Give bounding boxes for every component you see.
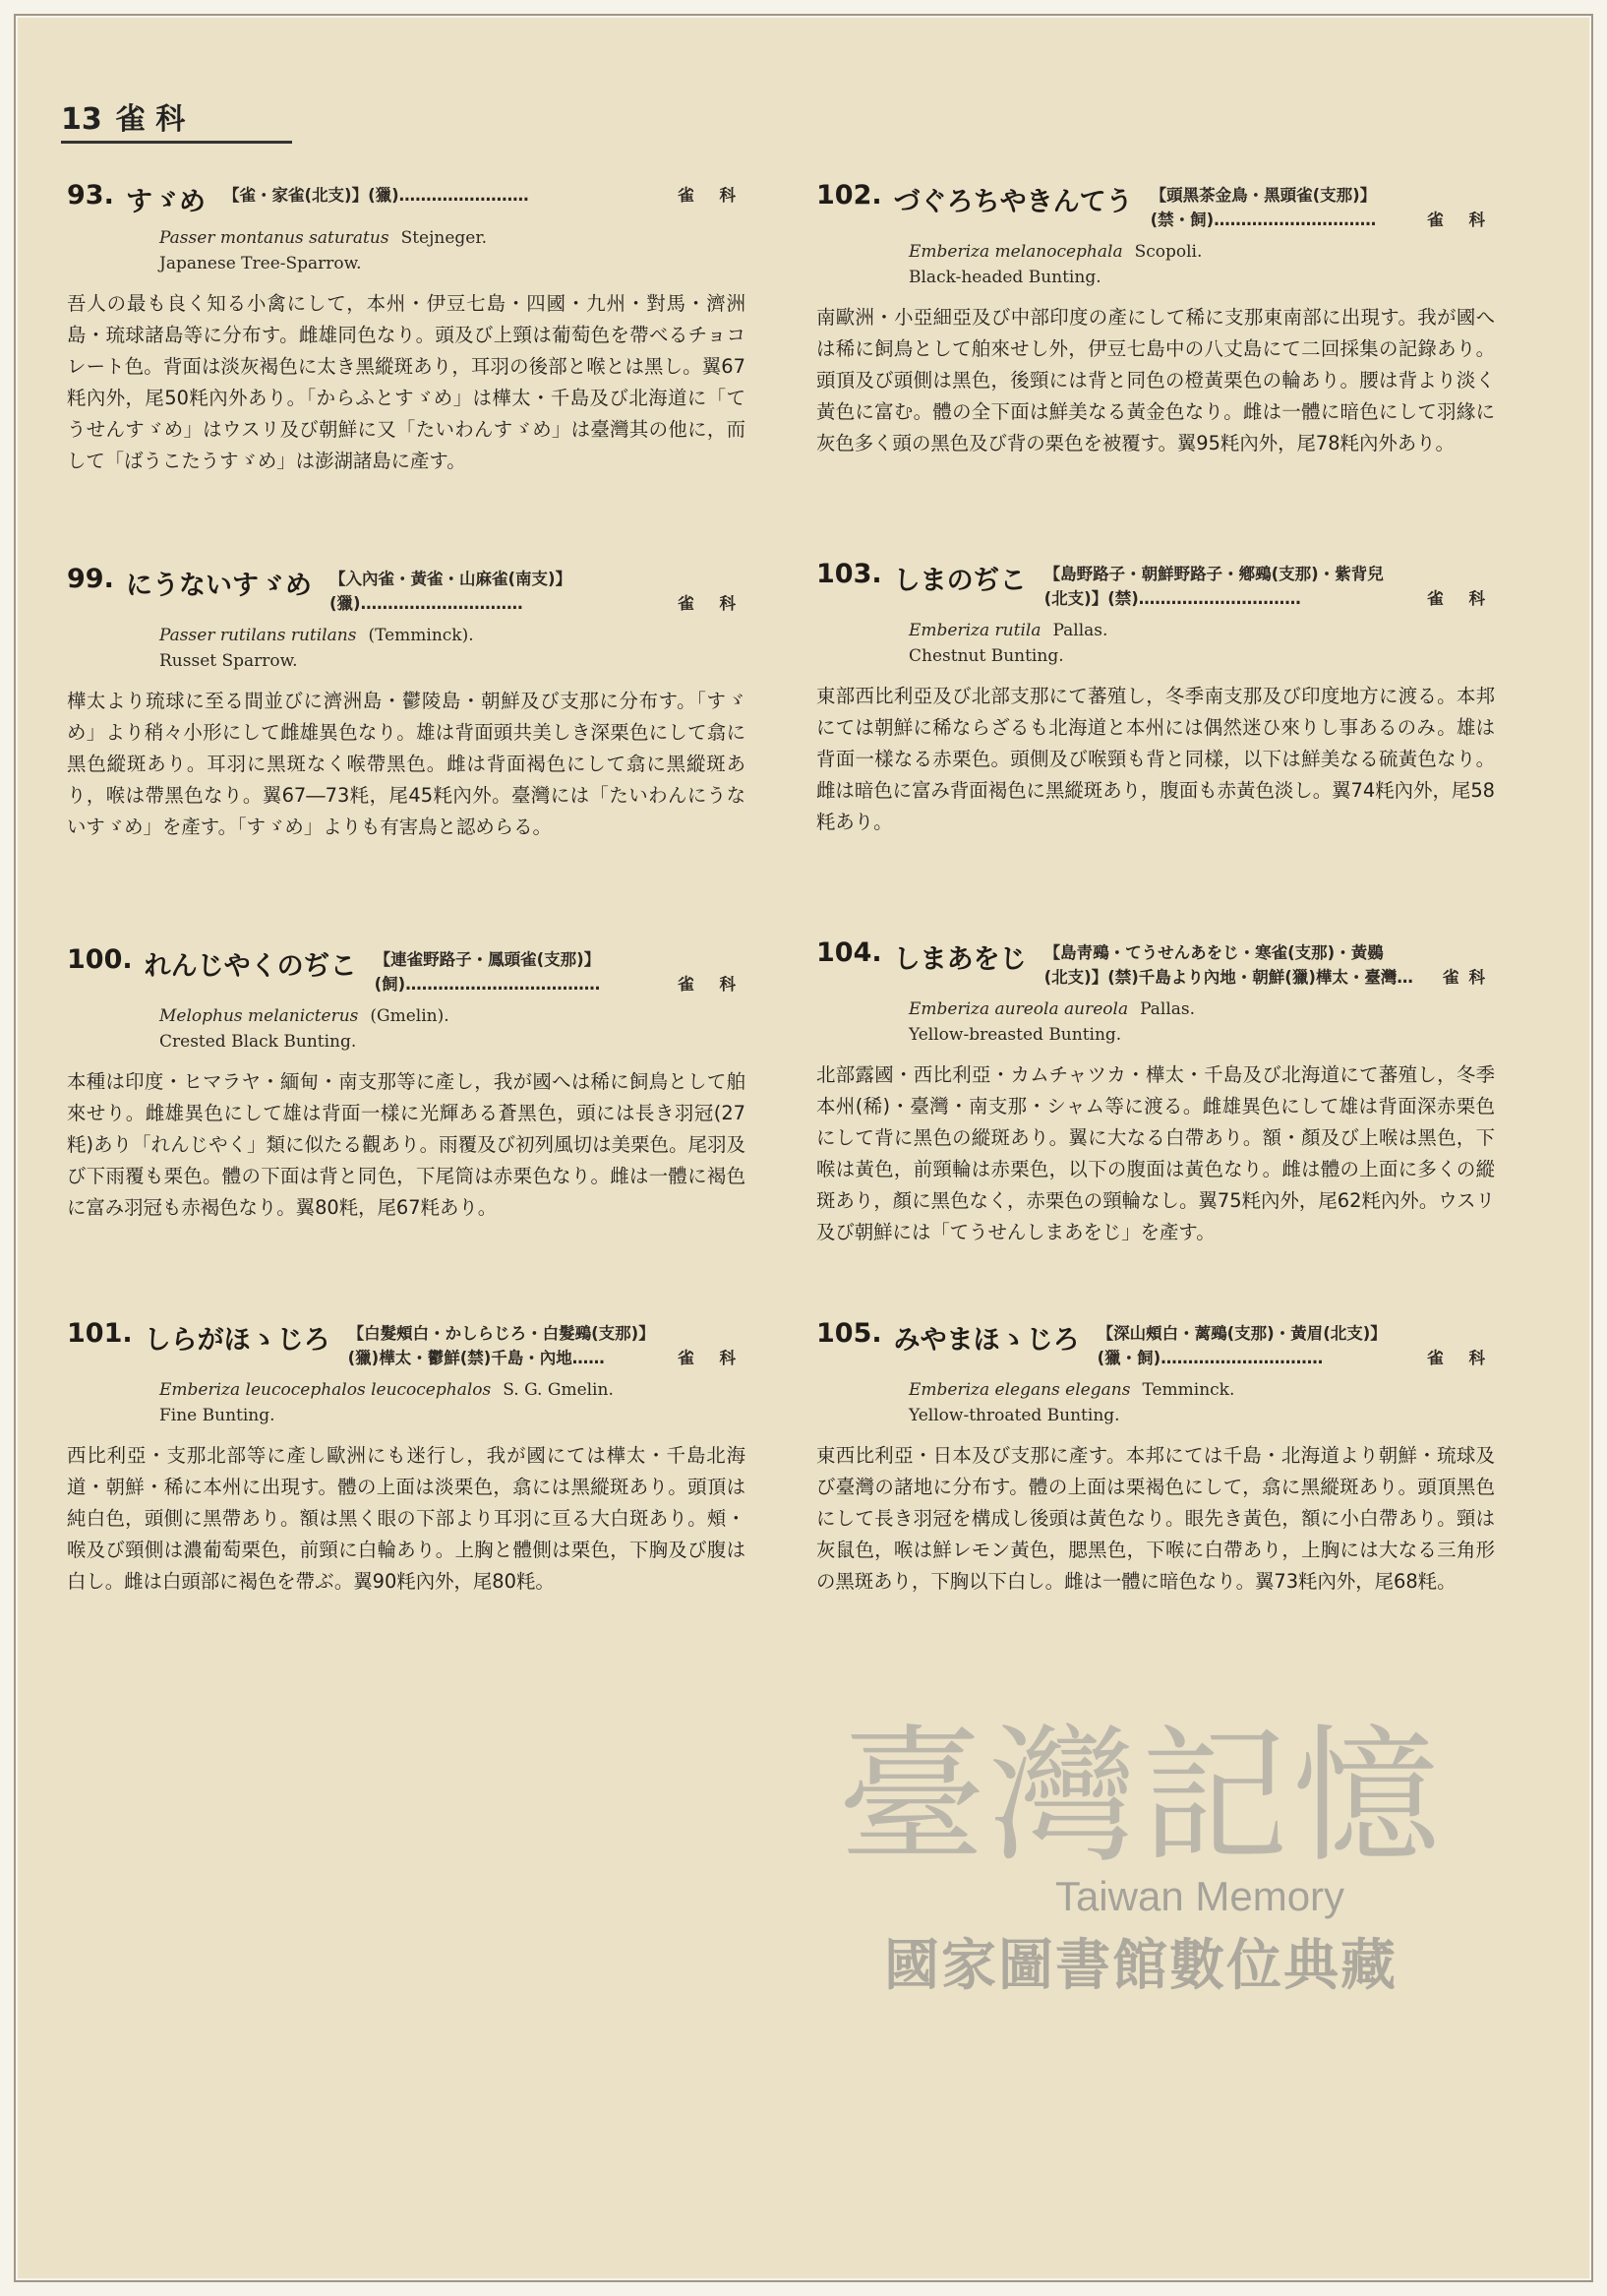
alt-names-line2: (北支)】(禁)千島より內地・朝鮮(獵)樺太・臺灣… xyxy=(1043,968,1413,987)
entry-japanese-name: しらがほゝじろ xyxy=(144,1325,330,1356)
section-title: 雀 科 xyxy=(115,102,186,137)
latin-binomial: Emberiza aureola aureola xyxy=(909,999,1129,1019)
alt-names-line1: 【深山頰白・蓠鵐(支那)・黃眉(北支)】 xyxy=(1097,1324,1387,1343)
entry-description: 吾人の最も良く知る小禽にして，本州・伊豆七島・四國・九州・對馬・濟洲島・琉球諸島等に分布す。雌雄同色なり。頭及び上頸は葡萄色を帶べるチョコレート色。背面は淡灰褐色に太き黑縱斑あり，耳羽の後部と喉とは黑し。翼67粍內外，尾50粍內外あり。「からふとすゞめ」は樺太・千島及び北海道に「てうせんすゞめ」はウスリ及び朝鮮に又「たいわんすゞめ」は臺灣其の他に，而して「ばうこたうすゞめ」は澎湖諸島に產す。 xyxy=(67,292,745,472)
entry-description: 西比利亞・支那北部等に產し歐洲にも迷行し，我が國にては樺太・千島北海道・朝鮮・稀に本州に出現す。體の上面は淡栗色，翕には黑縱斑あり。頭頂は純白色，頭側に黑帶あり。額は黑く眼の下部より耳羽に亘る大白斑あり。頰・喉及び頸側は濃葡萄栗色，前頸に白輪あり。上胸と體側は栗色，下胸及び腹は白し。雌は白頭部に褐色を帶ぶ。翼90粍內外，尾80粍。 xyxy=(67,1444,745,1593)
species-entry-93 xyxy=(67,180,745,477)
latin-name xyxy=(159,225,745,251)
latin-name xyxy=(909,239,1495,265)
page-header xyxy=(61,94,292,144)
entry-japanese-name: すゞめ xyxy=(126,187,206,217)
latin-name xyxy=(159,623,745,648)
species-entry-103 xyxy=(816,559,1495,838)
latin-binomial: Emberiza melanocephala xyxy=(909,242,1123,262)
entry-title-row xyxy=(67,180,745,218)
entry-title-row xyxy=(816,1318,1495,1370)
entry-alt-names xyxy=(1044,937,1495,990)
entry-number: 102. xyxy=(816,180,882,211)
latin-name xyxy=(909,997,1495,1022)
alt-names-line2: (獵・飼)………………………… xyxy=(1097,1349,1324,1367)
latin-author: S. G. Gmelin. xyxy=(503,1380,614,1400)
alt-names-line1: 【頭黑茶金鳥・黑頭雀(支那)】 xyxy=(1150,186,1377,205)
entry-description: 本種は印度・ヒマラヤ・緬甸・南支那等に產し，我が國へは稀に飼鳥として舶來せり。雌雄異色にして雄は背面一樣に光輝ある蒼黑色，頭には長き羽冠(27粍)あり「れんじやく」類に似たる觀あり。雨覆及び初列風切は美栗色。尾羽及び下雨覆も栗色。體の下面は背と同色，下尾筒は赤栗色なり。雌は一體に褐色に富み羽冠も赤褐色なり。翼80粍，尾67粍あり。 xyxy=(67,1070,745,1219)
entry-number: 100. xyxy=(67,944,133,975)
english-name: Russet Sparrow. xyxy=(159,651,298,671)
family-label: 雀科 xyxy=(1443,968,1495,987)
entry-alt-names xyxy=(329,564,745,616)
family-label: 雀 科 xyxy=(1427,1349,1495,1367)
alt-names-line1: 【島靑鵐・てうせんあをじ・寒雀(支那)・黃鷃 xyxy=(1043,943,1384,962)
latin-name xyxy=(159,1377,745,1403)
english-name: Japanese Tree-Sparrow. xyxy=(159,254,362,273)
page-number: 13 xyxy=(61,102,102,137)
latin-name xyxy=(909,618,1495,643)
alt-names-line1: 【連雀野路子・鳳頭雀(支那)】 xyxy=(374,950,601,969)
latin-binomial: Emberiza leucocephalos leucocephalos xyxy=(159,1380,492,1400)
alt-names-line1: 【雀・家雀(北支)】(獵)…………………… xyxy=(223,186,529,205)
latin-author: Pallas. xyxy=(1140,999,1196,1019)
entry-alt-names xyxy=(348,1318,745,1370)
latin-name xyxy=(909,1377,1495,1403)
alt-names-line2: (飼)……………………………… xyxy=(374,975,601,994)
species-entry-104 xyxy=(816,937,1495,1248)
entry-description: 北部露國・西比利亞・カムチャツカ・樺太・千島及び北海道にて蕃殖し，冬季本州(稀)・臺灣・南支那・シャム等に渡る。雌雄異色にして雄は背面深赤栗色にして背に黑色の縱斑あり。翼に大なる白帶あり。額・顏及び上喉は黑色，下喉は黃色，前頸輪は赤栗色，以下の腹面は黃色なり。雌は體の上面に多くの縱斑あり，顏に黑色なく，赤栗色の頸輪なし。翼75粍內外，尾62粍內外。ウスリ及び朝鮮には「てうせんしまあをじ」を產す。 xyxy=(816,1063,1495,1243)
entry-number: 101. xyxy=(67,1318,133,1349)
alt-names-line1: 【島野路子・朝鮮野路子・鄕鵐(支那)・紫背兒 xyxy=(1043,565,1384,583)
entry-description: 東西比利亞・日本及び支那に產す。本邦にては千島・北海道より朝鮮・琉球及び臺灣の諸地に分布す。體の上面は栗褐色にして，翕に黑縱斑あり。頭頂黑色にして長き羽冠を構成し後頭は黃色なり。眼先き黃色，額に小白帶あり。頸は灰鼠色，喉は鮮レモン黃色，腮黑色，下喉に白帶あり，上胸には大なる三角形の黑斑あり，下胸以下白し。雌は一體に暗色なり。翼73粍內外，尾68粍。 xyxy=(816,1444,1495,1593)
alt-names-line2: (禁・飼)………………………… xyxy=(1150,211,1377,229)
watermark-calligraphy: 臺灣記憶 xyxy=(837,1712,1444,1883)
english-name: Black-headed Bunting. xyxy=(909,268,1101,287)
entry-alt-names xyxy=(1151,180,1495,232)
entry-number: 104. xyxy=(816,937,882,968)
entry-title-row xyxy=(67,944,745,997)
entry-title-row xyxy=(816,559,1495,611)
entry-title-row xyxy=(816,937,1495,990)
species-entry-102 xyxy=(816,180,1495,459)
entry-japanese-name: しまのぢこ xyxy=(893,566,1027,596)
english-name: Chestnut Bunting. xyxy=(909,646,1064,666)
english-name: Yellow-throated Bunting. xyxy=(909,1406,1120,1425)
latin-binomial: Melophus melanicterus xyxy=(159,1006,359,1026)
latin-name xyxy=(159,1003,745,1029)
latin-author: Stejneger. xyxy=(400,228,487,248)
alt-names-line1: 【入內雀・黃雀・山麻雀(南支)】 xyxy=(329,570,572,588)
entry-description: 樺太より琉球に至る間並びに濟洲島・鬱陵島・朝鮮及び支那に分布す。「すゞめ」より稍々小形にして雌雄異色なり。雄は背面頭共美しき深栗色にして翕に黑色縱斑あり。耳羽に黑斑なく喉帶黑色。雌は背面褐色にして翕に黑縱斑あり，喉は帶黑色なり。翼67―73粍，尾45粍內外。臺灣には「たいわんにうないすゞめ」を產す。「すゞめ」よりも有害鳥と認めらる。 xyxy=(67,690,745,838)
latin-author: Pallas. xyxy=(1052,621,1108,640)
alt-names-line1: 【白髮頰白・かしらじろ・白髮鵐(支那)】 xyxy=(347,1324,655,1343)
entry-japanese-name: みやまほゝじろ xyxy=(893,1325,1080,1356)
watermark-english: Taiwan Memory xyxy=(1054,1873,1345,1919)
alt-names-line2: (獵)樺太・鬱鮮(禁)千島・內地…… xyxy=(347,1349,605,1367)
family-label: 雀 科 xyxy=(678,186,745,205)
entry-title-row xyxy=(67,564,745,616)
english-name: Yellow-breasted Bunting. xyxy=(909,1025,1122,1045)
latin-binomial: Emberiza elegans elegans xyxy=(909,1380,1131,1400)
entry-japanese-name: れんじやくのぢこ xyxy=(144,951,357,982)
entry-japanese-name: しまあをじ xyxy=(893,944,1027,975)
entry-alt-names xyxy=(223,180,745,208)
entry-description: 東部西比利亞及び北部支那にて蕃殖し，冬季南支那及び印度地方に渡る。本邦にては朝鮮に稀ならざるも北海道と本州には偶然迷ひ來りし事あるのみ。雄は背面一樣なる赤栗色。頭側及び喉頸も背と同樣，以下は鮮美なる硫黃色なり。雌は暗色に富み背面褐色に黑縱斑あり，腹面も赤黃色淡し。翼74粍內外，尾58粍あり。 xyxy=(816,685,1495,833)
latin-author: (Temminck). xyxy=(368,626,474,645)
entry-japanese-name: づぐろちやきんてう xyxy=(893,187,1133,217)
entry-japanese-name: にうないすゞめ xyxy=(126,571,312,601)
watermark xyxy=(757,1712,1524,2001)
latin-binomial: Passer rutilans rutilans xyxy=(159,626,357,645)
entry-number: 99. xyxy=(67,564,114,594)
alt-names-line2: (北支)】(禁)………………………… xyxy=(1043,589,1301,608)
family-label: 雀 科 xyxy=(678,594,745,613)
latin-author: Temminck. xyxy=(1142,1380,1235,1400)
entry-alt-names xyxy=(1044,559,1495,611)
entry-alt-names xyxy=(1098,1318,1495,1370)
entry-description: 南歐洲・小亞細亞及び中部印度の產にして稀に支那東南部に出現す。我が國へは稀に飼鳥として舶來せし外，伊豆七島中の八丈島にて二回採集の記錄あり。頭頂及び頭側は黑色，後頸には背と同色の橙黃栗色の輪あり。腰は背より淡く黃色に富む。體の全下面は鮮美なる黃金色なり。雌は一體に暗色にして羽緣に灰色多く頭の黑色及び背の栗色を被覆す。翼95粍內外，尾78粍內外あり。 xyxy=(816,306,1495,454)
latin-binomial: Passer montanus saturatus xyxy=(159,228,389,248)
alt-names-line2: (獵)………………………… xyxy=(329,594,523,613)
entry-number: 93. xyxy=(67,180,114,211)
latin-author: Scopoli. xyxy=(1134,242,1203,262)
species-entry-101 xyxy=(67,1318,745,1598)
latin-binomial: Emberiza rutila xyxy=(909,621,1042,640)
family-label: 雀 科 xyxy=(678,975,745,994)
species-entry-99 xyxy=(67,564,745,843)
species-entry-105 xyxy=(816,1318,1495,1598)
latin-author: (Gmelin). xyxy=(370,1006,449,1026)
family-label: 雀 科 xyxy=(678,1349,745,1367)
entry-number: 103. xyxy=(816,559,882,589)
entry-title-row xyxy=(816,180,1495,232)
entry-title-row xyxy=(67,1318,745,1370)
entry-number: 105. xyxy=(816,1318,882,1349)
family-label: 雀 科 xyxy=(1427,589,1495,608)
english-name: Crested Black Bunting. xyxy=(159,1032,357,1052)
species-entry-100 xyxy=(67,944,745,1224)
english-name: Fine Bunting. xyxy=(159,1406,275,1425)
entry-alt-names xyxy=(375,944,745,997)
family-label: 雀 科 xyxy=(1427,211,1495,229)
watermark-library-name: 國家圖書館數位典藏 xyxy=(884,1934,1398,1998)
